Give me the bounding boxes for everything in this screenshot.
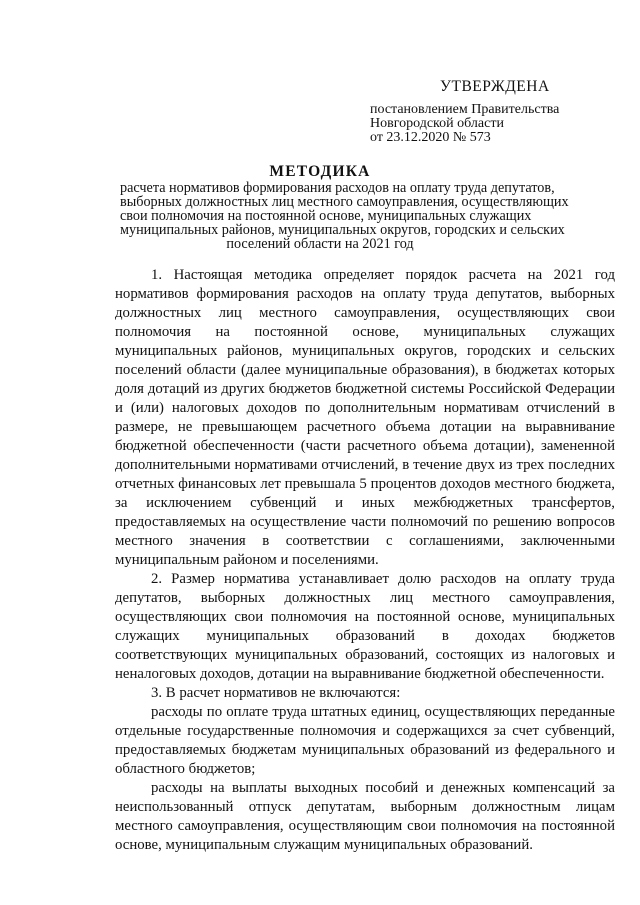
approval-line: от 23.12.2020 № 573 — [370, 130, 491, 145]
document-body — [115, 266, 615, 855]
document-title: МЕТОДИКА — [269, 163, 371, 180]
subtitle-line: поселений области на 2021 год — [226, 236, 414, 252]
approval-line: постановлением Правительства — [370, 102, 560, 117]
paragraph-exclusion-1: расходы по оплате труда штатных единиц, осуществляющих переданные отдельные государственные полномочия и содержащихся за счет субвенций, предоставляемых бюджетам муниципальных образований из федерального и областного бюджетов; — [115, 704, 615, 777]
paragraph-1: 1. Настоящая методика определяет порядок расчета на 2021 год нормативов формирования расходов на оплату труда депутатов, выборных должностных лиц местного самоуправления, осуществляющих свои полномочия на постоянной основе, муниципальных служащих муниципальных районов, муниципальных округов, городских и сельских поселений области (далее муниципальные образования), в бюджетах которых доля дотаций из других бюджетов бюджетной системы Российской Федерации и (или) налоговых доходов по дополнительным нормативам отчислений в размере, не превышающем расчетного объема дотации на выравнивание бюджетной обеспеченности (части расчетного объема дотации), замененной дополнительными нормативами отчислений, в течение двух из трех последних отчетных финансовых лет превышала 5 процентов доходов местного бюджета, за исключением субвенций и иных межбюджетных трансфертов, предоставляемых на осуществление части полномочий по решению вопросов местного значения в соответствии с соглашениями, заключенными муниципальным районом и поселениями. — [115, 267, 615, 568]
subtitle-line: муниципальных районов, муниципальных округов, городских и сельских — [120, 222, 565, 238]
approval-line: Новгородской области — [370, 116, 504, 131]
subtitle-line: выборных должностных лиц местного самоуправления, осуществляющих — [120, 194, 569, 210]
paragraph-exclusion-2: расходы на выплаты выходных пособий и денежных компенсаций за неиспользованный отпуск депутатам, выборным должностным лицам местного самоуправления, осуществляющим свои полномочия на постоянной основе, муниципальным служащим муниципальных образований. — [115, 780, 615, 853]
subtitle-line: расчета нормативов формирования расходов на оплату труда депутатов, — [120, 180, 555, 196]
approval-stamp: УТВЕРЖДЕНА — [440, 78, 550, 95]
paragraph-2: 2. Размер норматива устанавливает долю расходов на оплату труда депутатов, выборных должностных лиц местного самоуправления, осуществляющих свои полномочия на постоянной основе, муниципальных служащих муниципальных образований в доходах бюджетов соответствующих муниципальных образований, состоящих из налоговых и неналоговых доходов, дотации на выравнивание бюджетной обеспеченности. — [115, 571, 615, 682]
subtitle-line: свои полномочия на постоянной основе, муниципальных служащих — [120, 208, 532, 224]
approval-block — [370, 78, 620, 145]
document-subtitle — [120, 180, 569, 252]
paragraph-3: 3. В расчет нормативов не включаются: — [151, 685, 401, 701]
